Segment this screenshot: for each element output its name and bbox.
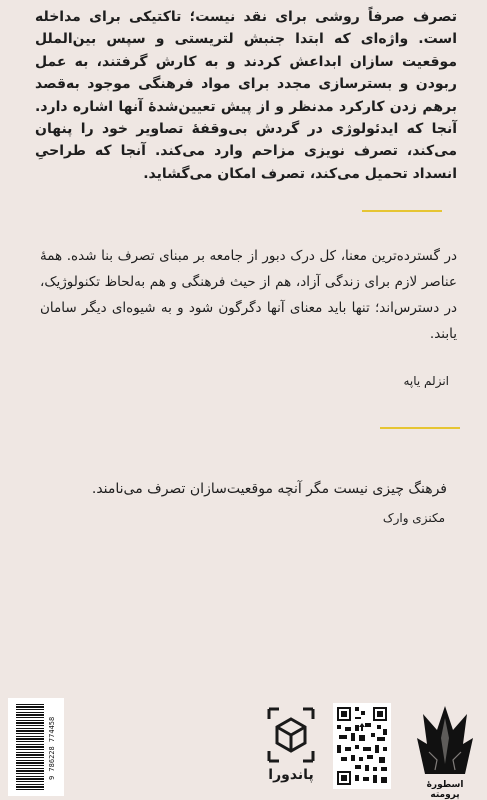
- crystal-logo-icon: [415, 704, 475, 780]
- pandora-label: پاندورا: [268, 767, 314, 783]
- barcode-icon: [16, 704, 44, 790]
- publisher-logo-label: اسطورهٔ پرومته: [426, 780, 464, 800]
- pandora-logo: [261, 705, 321, 795]
- qr-code-icon: [333, 703, 391, 789]
- main-paragraph: تصرف صرفاً روشی برای نقد نیست؛ تاکتیکی برای مداخله است. واژه‌ای که ابتدا جنبش لتریستی و سپس بین‌الملل موقعیت سازان ابداعش کردند و به کارش گرفتند، به عمل ربودن و بسترسازی مجدد برای مواد فرهنگی موجود به‌قصد برهم زدن کارکرد مدنظر و از پیش تعیین‌شدهٔ آنها اشاره دارد. آنجا که ایدئولوژی در گردش بی‌وقفهٔ تصاویر خود را پنهان می‌کند، تصرف نویزی مزاحم وارد می‌کند. آنجا که طراحیِ انسداد تحمیل می‌کند، تصرف امکان می‌گشاید.: [35, 9, 457, 182]
- yellow-divider: [362, 210, 442, 212]
- pandora-box-icon: [261, 705, 321, 765]
- publisher-logo: [415, 704, 475, 798]
- barcode: [8, 698, 64, 796]
- barcode-number: 9 786228 774458: [48, 716, 56, 780]
- author-attribution: مکنزی وارک: [382, 511, 445, 525]
- quote-text: فرهنگ چیزی نیست مگر آنچه موقعیت‌سازان تصرف می‌نامند.: [91, 481, 447, 497]
- second-paragraph: در گسترده‌ترین معنا، کل درک دبور از جامعه بر مبنای تصرف بنا شده. همهٔ عناصر لازم برای زندگی آزاد، هم از حیث فرهنگی و هم به‌لحاظ تکنولوژیک، در دسترس‌اند؛ تنها باید معنای آنها دگرگون شود و به شیوه‌ای دیگر سامان یابند.: [40, 248, 457, 342]
- yellow-divider: [380, 427, 460, 429]
- qr-code: [333, 703, 391, 789]
- author-attribution: انزلم یاپه: [403, 374, 449, 388]
